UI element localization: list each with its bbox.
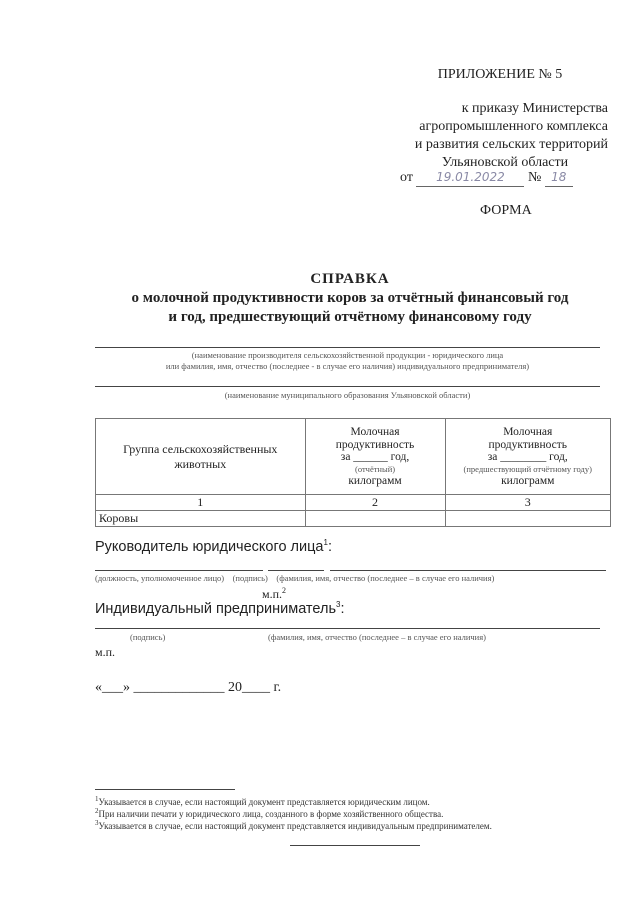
footnote-1-text: Указывается в случае, если настоящий документ представляется юридическим лицом. [98, 797, 430, 807]
producer-caption-1: (наименование производителя сельскохозяйственной продукции - юридического лица [191, 350, 504, 360]
municipality-caption: (наименование муниципального образования Ульяновской области) [224, 390, 471, 400]
h3-line1: Молочная [503, 426, 553, 438]
handwritten-date: 19.01.2022 [416, 168, 524, 187]
number-prefix: № [527, 170, 542, 185]
header-previous-year [445, 419, 611, 495]
h3-line4: (предшествующий отчётному году) [463, 463, 592, 474]
producer-caption-2: или фамилия, имя, отчество (последнее - в случае его наличия) индивидуального предпринимателя) [165, 361, 530, 371]
handwritten-number: 18 [545, 168, 573, 187]
document-subtitle-1: о молочной продуктивности коров за отчётный финансовый год [131, 290, 569, 306]
row-previous-value[interactable] [445, 511, 611, 527]
municipality-line[interactable] [95, 386, 600, 387]
date-prefix: от [400, 170, 413, 185]
table-number-row [96, 495, 611, 511]
order-line-2: агропромышленного комплекса [419, 119, 608, 134]
row-group-cows: Коровы [96, 511, 306, 527]
col-number-3: 3 [445, 495, 611, 511]
col-number-2: 2 [305, 495, 445, 511]
ip-signature-line[interactable] [95, 628, 600, 629]
header-group-text: Группа сельскохозяйственных животных [123, 441, 278, 471]
head-label: Руководитель юридического лица [95, 538, 324, 555]
ip-caption-sign: (подпись) [130, 632, 166, 642]
h2-line5: килограмм [348, 474, 402, 487]
stamp-place-2: м.п. [95, 645, 116, 659]
document-title: СПРАВКА [310, 271, 390, 287]
footnote-3 [95, 818, 605, 832]
footnote-1-sup: 1 [95, 795, 99, 803]
header-reporting-year [305, 419, 445, 495]
order-line-1: к приказу Министерства [461, 101, 608, 116]
footnote-2-text: При наличии печати у юридического лица, созданного в форме хозяйственного общества. [98, 809, 444, 819]
head-caption: (должность, уполномоченное лицо) (подпись) (фамилия, имя, отчество (последнее – в случае его наличия) [95, 573, 495, 583]
stamp-sup-1: 2 [282, 586, 287, 595]
document-subtitle-2: и год, предшествующий отчётному финансовому году [168, 309, 532, 325]
h2-line4: (отчётный) [354, 463, 396, 474]
h3-line2: продуктивность [488, 438, 568, 451]
stamp-label-1: м.п. [262, 587, 283, 601]
h3-line3: за ________ год, [487, 451, 568, 463]
h2-line2: продуктивность [335, 438, 415, 451]
footnote-3-text: Указывается в случае, если настоящий документ представляется индивидуальным предпринимателем. [98, 821, 492, 831]
ip-label-wrap: Индивидуальный предприниматель$^3$: [95, 600, 345, 617]
table-header-row [96, 419, 611, 495]
col-number-1: 1 [96, 495, 306, 511]
ip-caption-name: (фамилия, имя, отчество (последнее – в случае его наличия) [268, 632, 486, 642]
order-line-4: Ульяновской области [441, 155, 569, 170]
ip-label: Индивидуальный предприниматель [95, 600, 337, 617]
date-fill-line[interactable]: «___» _____________ 20____ г. [95, 680, 282, 695]
head-label-wrap: Руководитель юридического лица$^1$: [95, 538, 332, 555]
closing-line [290, 845, 420, 846]
form-label: ФОРМА [480, 203, 532, 218]
order-line-3: и развития сельских территорий [414, 137, 608, 152]
header-group [96, 419, 306, 495]
ip-label-sup: 3 [336, 600, 341, 609]
footnote-3-sup: 3 [95, 819, 99, 827]
h2-line3: за ______ год, [340, 451, 410, 463]
fullname-line[interactable] [330, 570, 606, 571]
table-row [96, 511, 611, 527]
appendix-label: ПРИЛОЖЕНИЕ № 5 [437, 67, 563, 82]
h3-line5: килограмм [501, 474, 555, 487]
productivity-table [95, 418, 611, 527]
h2-line1: Молочная [350, 426, 400, 438]
order-date-number [400, 168, 600, 188]
producer-name-line[interactable] [95, 347, 600, 348]
row-reporting-value[interactable] [305, 511, 445, 527]
footnote-2-sup: 2 [95, 807, 99, 815]
signature-line[interactable] [268, 570, 324, 571]
position-line[interactable] [95, 570, 263, 571]
footnote-separator [95, 789, 235, 790]
head-label-sup: 1 [323, 538, 328, 547]
